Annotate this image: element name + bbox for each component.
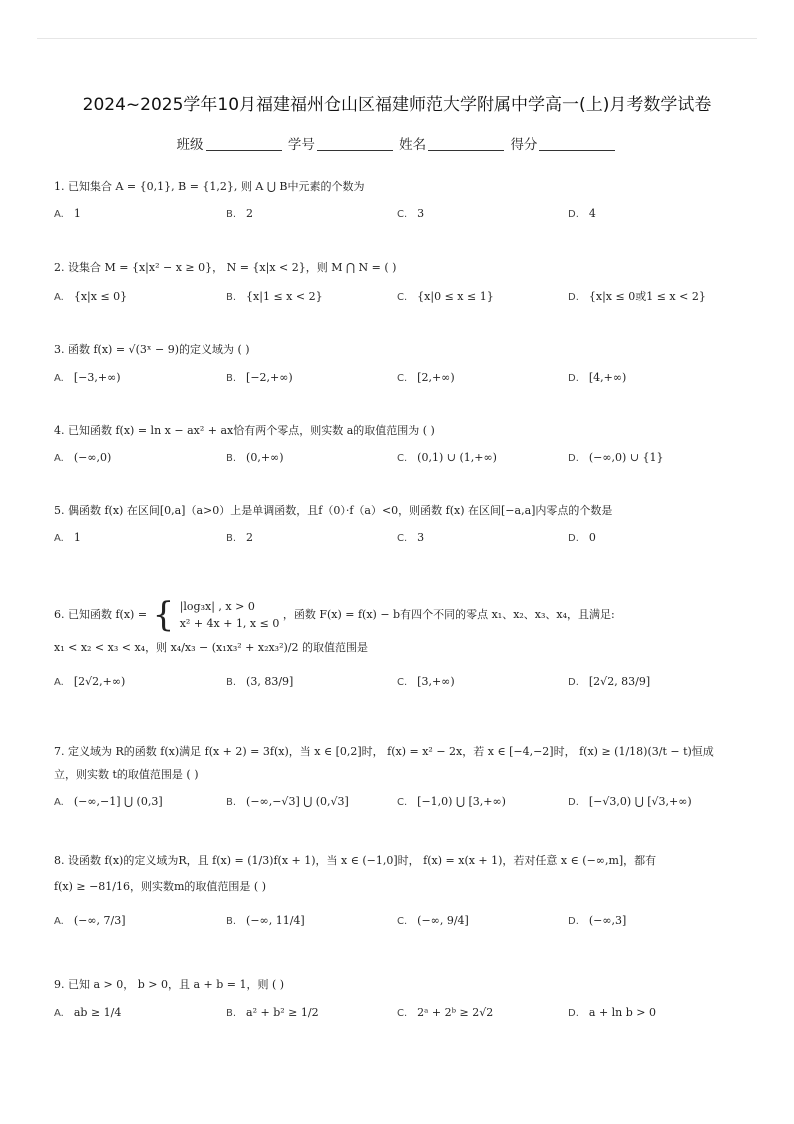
question-3-option-c[interactable]: C. [2,+∞): [397, 371, 455, 384]
question-4-option-b[interactable]: B. (0,+∞): [226, 451, 284, 464]
question-6-stem-line2: x₁ < x₂ < x₃ < x₄，则 x₄/x₃ − (x₁x₃² + x₂x₃²)/2 的取值范围是: [54, 641, 368, 654]
question-5-stem: 5. 偶函数 f(x) 在区间[0,a]（a>0）上是单调函数，且f（0）·f（a）<0，则函数 f(x) 在区间[−a,a]内零点的个数是: [54, 504, 613, 517]
question-3-stem: 3. 函数 f(x) = √(3ˣ − 9)的定义域为 ( ): [54, 343, 250, 356]
question-2-option-a[interactable]: A. {x|x ≤ 0}: [54, 290, 128, 303]
question-2-option-d[interactable]: D. {x|x ≤ 0或1 ≤ x < 2}: [568, 290, 706, 303]
question-1-option-c[interactable]: C. 3: [397, 207, 425, 220]
question-9-stem: 9. 已知 a > 0， b > 0，且 a + b = 1，则 ( ): [54, 978, 285, 991]
top-divider: [37, 38, 757, 39]
question-9-option-b[interactable]: B. a² + b² ≥ 1/2: [226, 1006, 319, 1019]
question-8-stem-line2: f(x) ≥ −81/16，则实数m的取值范围是 ( ): [54, 880, 266, 893]
question-6-option-c[interactable]: C. [3,+∞): [397, 675, 455, 688]
question-9-option-d[interactable]: D. a + ln b > 0: [568, 1006, 657, 1019]
page-title: 2024~2025学年10月福建福州仓山区福建师范大学附属中学高一(上)月考数学试卷: [82, 95, 712, 115]
question-7-stem-line2: 立，则实数 t的取值范围是 ( ): [54, 768, 199, 781]
score-blank[interactable]: [539, 136, 615, 151]
question-8-option-a[interactable]: A. (−∞, 7/3]: [54, 914, 126, 927]
question-7-option-b[interactable]: B. (−∞,−√3] ⋃ (0,√3]: [226, 795, 349, 808]
question-2-option-b[interactable]: B. {x|1 ≤ x < 2}: [226, 290, 323, 303]
student-info-row: [0, 133, 794, 153]
question-6-option-b[interactable]: B. (3, 83/9]: [226, 675, 294, 688]
number-label: 学号: [287, 137, 315, 153]
question-5-option-c[interactable]: C. 3: [397, 531, 425, 544]
question-4-option-a[interactable]: A. (−∞,0): [54, 451, 112, 464]
question-1-option-a[interactable]: A. 1: [54, 207, 81, 220]
number-blank[interactable]: [317, 136, 393, 151]
class-label: 班级: [176, 137, 204, 153]
question-3-option-b[interactable]: B. [−2,+∞): [226, 371, 293, 384]
question-6-stem: 6. 已知函数 f(x) = { |log₃x| , x > 0 x² + 4x + 1, x ≤ 0 ，函数 F(x) = f(x) − b有四个不同的零点 x₁、x₂、x₃、x₄，且满足:: [54, 595, 615, 635]
question-4-option-d[interactable]: D. (−∞,0) ∪ {1}: [568, 451, 664, 464]
question-8-stem: 8. 设函数 f(x)的定义域为R，且 f(x) = (1/3)f(x + 1)，当 x ∈ (−1,0]时， f(x) = x(x + 1)，若对任意 x ∈ (−∞,m]，都有: [54, 854, 657, 867]
question-3-option-a[interactable]: A. [−3,+∞): [54, 371, 121, 384]
question-1-option-d[interactable]: D. 4: [568, 207, 596, 220]
score-label: 得分: [510, 137, 538, 153]
question-4-stem: 4. 已知函数 f(x) = ln x − ax² + ax恰有两个零点，则实数 a的取值范围为 ( ): [54, 424, 435, 437]
name-blank[interactable]: [428, 136, 504, 151]
question-1-stem: 1. 已知集合 A = {0,1}, B = {1,2}, 则 A ⋃ B中元素的个数为: [54, 180, 365, 193]
question-5-option-a[interactable]: A. 1: [54, 531, 81, 544]
question-8-option-c[interactable]: C. (−∞, 9/4]: [397, 914, 469, 927]
question-7-option-c[interactable]: C. [−1,0) ⋃ [3,+∞): [397, 795, 506, 808]
question-4-option-c[interactable]: C. (0,1) ∪ (1,+∞): [397, 451, 497, 464]
question-2-option-c[interactable]: C. {x|0 ≤ x ≤ 1}: [397, 290, 494, 303]
question-5-option-b[interactable]: B. 2: [226, 531, 254, 544]
question-8-option-d[interactable]: D. (−∞,3]: [568, 914, 627, 927]
question-7-option-d[interactable]: D. [−√3,0) ⋃ [√3,+∞): [568, 795, 692, 808]
question-3-option-d[interactable]: D. [4,+∞): [568, 371, 627, 384]
brace-icon: {: [152, 595, 175, 635]
question-6-option-a[interactable]: A. [2√2,+∞): [54, 675, 126, 688]
question-9-option-a[interactable]: A. ab ≥ 1/4: [54, 1006, 122, 1019]
question-1-option-b[interactable]: B. 2: [226, 207, 254, 220]
question-5-option-d[interactable]: D. 0: [568, 531, 596, 544]
question-7-option-a[interactable]: A. (−∞,−1] ⋃ (0,3]: [54, 795, 163, 808]
name-label: 姓名: [399, 137, 427, 153]
class-blank[interactable]: [206, 136, 282, 151]
question-9-option-c[interactable]: C. 2ᵃ + 2ᵇ ≥ 2√2: [397, 1006, 494, 1019]
question-6-option-d[interactable]: D. [2√2, 83/9]: [568, 675, 651, 688]
piecewise-definition: |log₃x| , x > 0 x² + 4x + 1, x ≤ 0: [179, 600, 280, 630]
question-7-stem: 7. 定义域为 R的函数 f(x)满足 f(x + 2) = 3f(x)，当 x ∈ [0,2]时， f(x) = x² − 2x，若 x ∈ [−4,−2]时， f(x) ≥ (1/18)(3/t − t)恒成: [54, 745, 714, 758]
question-2-stem: 2. 设集合 M = {x|x² − x ≥ 0}， N = {x|x < 2}，则 M ⋂ N = ( ): [54, 261, 397, 274]
question-8-option-b[interactable]: B. (−∞, 11/4]: [226, 914, 305, 927]
